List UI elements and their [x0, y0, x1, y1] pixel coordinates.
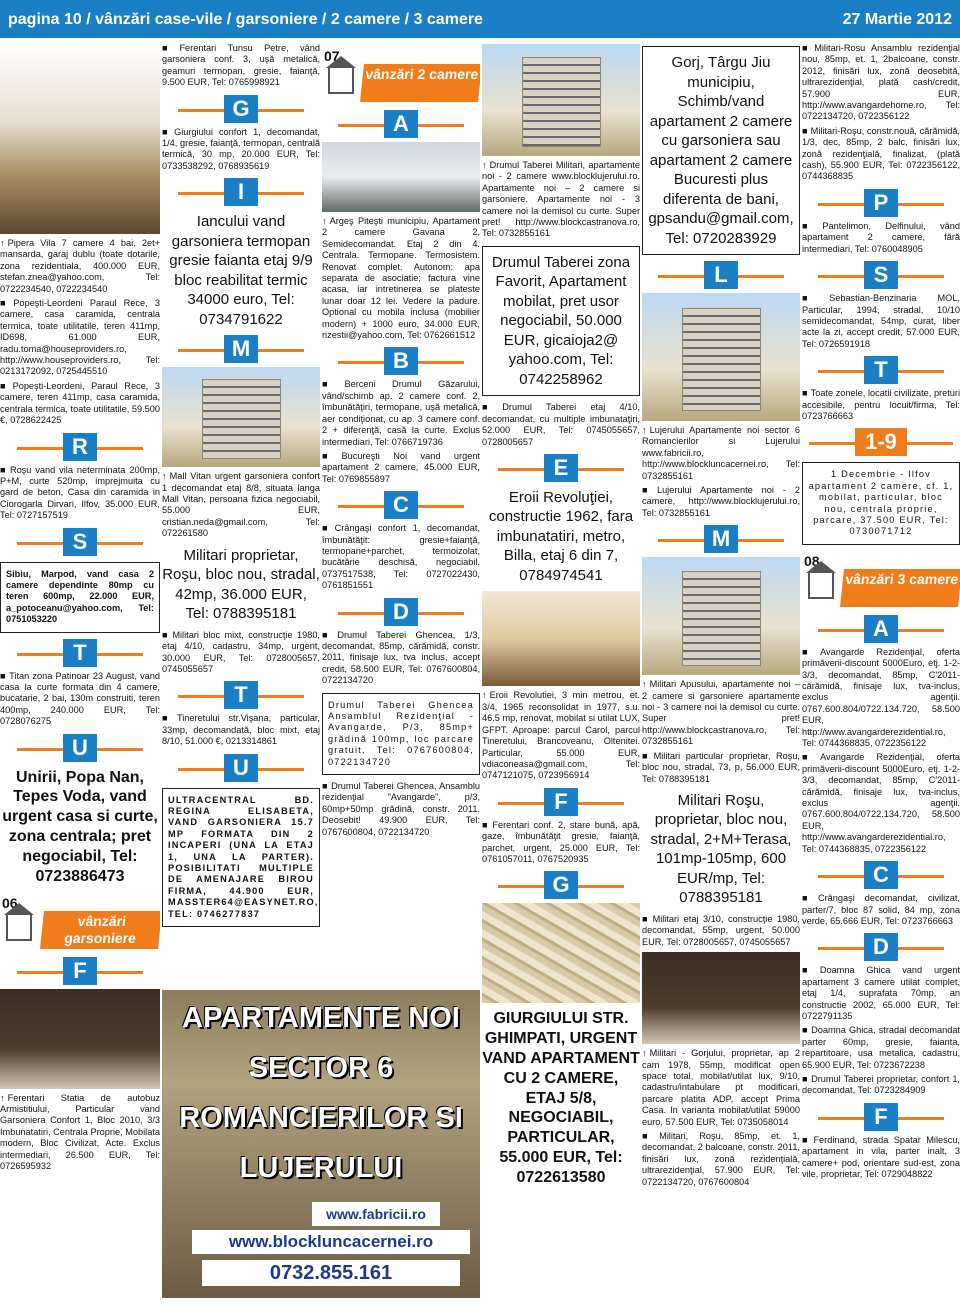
listing: ■ Tineretului str.Vişana, particular, 33mp, decomandată, bloc mixt, etaj 8/10, 51.000 €, 0213314861: [162, 713, 320, 747]
column-1: [0, 40, 160, 1312]
snow-photo: [322, 142, 480, 212]
listing: ■ Popeşti-Leordeni, Paraul Rece, 3 camere, teren 411mp, casa caramida, centrala termica, toate utilitatile, 59.500 €, 0728622425: [0, 381, 160, 427]
section-letter-m: M: [224, 335, 258, 363]
featured-listing: Gorj, Târgu Jiu municipiu, Schimb/vand apartament 2 camere cu garsoniera sau apartament 2 camere Bucuresti plus diferenta de bani, gpsandu@gmail.com, Tel: 0720283929: [642, 46, 800, 255]
page-date: 27 Martie 2012: [842, 11, 952, 28]
listing: ■ Titan zona Patinoar 23 August, vand casa la curte formata din 4 camere, bucatarie, 2 bai, 130m construiti, teren 400mp, 240.000 EUR, Tel: 0728076275: [0, 671, 160, 728]
section-letter-e: E: [544, 454, 578, 482]
section-letter-p: P: [864, 189, 898, 217]
building-photo: [642, 557, 800, 675]
section-number: 08: [804, 552, 820, 569]
featured-listing: Militari Roşu, proprietar, bloc nou, stradal, 2+M+Terasa, 101mp-105mp, 600 EUR/mp, Tel: 0788395181: [650, 791, 792, 907]
boxed-listing: ULTRACENTRAL BD. REGINA ELISABETA, VAND GARSONIERA 15.7 MP FORMATA DIN 2 INCAPERI (UNA LA ETAJ 1, UNA LA PARTER). POSIBILITATI MULTIPLE DE AMENAJARE BIROU FIRMA, 44.900 EUR, MASSTER64@EASYNET.RO, TEL: 0746277837: [162, 788, 320, 927]
section-letter-t: T: [63, 639, 97, 667]
column-5: [642, 40, 800, 1312]
listing: ■ Militari-Rosu Ansamblu rezidenţial nou, 85mp, et. 1, 2balcoane, constr. 2012, finisări lux, zonă deosebită, ultrarezidenţial, plată cash/credit, 57.900 EUR, http://www.avangardehome.ro, Tel: 0722134720, 0722356122: [802, 43, 960, 123]
section-label: vânzări 2 camere: [360, 64, 480, 102]
listing: ■ Toate zonele, locatii civilizate, preturi accesibile, pentru locuit/firma, Tel: 0723766663: [802, 388, 960, 422]
listing: ■ Militari-Roşu, constr.nouă, cărămidă, 1/3, dec, 85mp, 2 balc, finisări lux, zonă rezidenţială, finalizat, (plată cash), 55.900 EUR, Tel: 0722356122, 0744368835: [802, 126, 960, 183]
listing: ■ Crângaşi confort 1, decomandat, îmbunătăţit: gresie+faianţă, termopane+parchet, termoizolat, bucătărie deschisă, negociabil. 0737517538, Tel: 0727022430, 0761851551: [322, 523, 480, 591]
listing: ↑ Drumul Taberei Militari, apartamente noi - 2 camere www.blocklujerului.ro. Apartamente noi – 2 camere si garsoniere. Apartamente noi - 3 camere noi la demisol cu curte. Super pret! http://www.blockcastranova.ro, Tel: 0732855161: [482, 160, 640, 240]
section-letter-c: C: [864, 861, 898, 889]
listing: ↑ Argeş Piteşti municipiu, Apartament 2 camere Gavana 2, Semidecomandat. Etaj 2 din 4. Centrala. Termopane. Termosistem. Renovat complet. Autonom: apa separata de asociatie; factura vine acasa, iar intretinerea se plateste lunar doar 12 lei. Vedere la padure. Optional cu mobila inclusa (mobilier modern) + 1000 euro, 34.000 EUR, rizestii@yahoo.com, Tel: 0762661512: [322, 216, 480, 341]
banner-line: APARTAMENTE NOI: [182, 1002, 460, 1034]
section-letter-a: A: [384, 110, 418, 138]
building-photo: [642, 293, 800, 421]
interior-photo: [642, 952, 800, 1044]
listing: ■ Avangarde Rezidenţial, oferta primăverii-discount 5000Euro, etj. 1-2-3/3, decomandat, 85mp, C'2011-cărămidă, finisaje lux, tva-inclus, exclus agenţii. 0767.600.804/0722.134.720, 58.500 EUR, http://www.avangarderezidential.ro, Tel: 0744368835, 0722356122: [802, 752, 960, 855]
house-icon: [6, 915, 32, 941]
page-title: pagina 10 / vânzări case-vile / garsoniere / 2 camere / 3 camere: [8, 11, 483, 28]
section-header-2-camere: [322, 46, 480, 104]
house-icon: [328, 68, 354, 94]
featured-listing: Militari proprietar, Roşu, bloc nou, stradal, 42mp, 36.000 EUR, Tel: 0788395181: [162, 546, 320, 623]
banner-url[interactable]: www.blockluncacernei.ro: [192, 1230, 470, 1254]
boxed-listing: 1 Decembrie - Ilfov apartament 2 camere, cf. 1, mobilat, particular, bloc nou, centrala proprie, parcare, 37.500 EUR, Tel: 0730071712: [802, 462, 960, 544]
featured-listing: Unirii, Popa Nan, Tepes Voda, vand urgent casa si curte, zona centrala; pret negociabil, Tel: 0723886473: [2, 768, 158, 885]
section-letter-i: I: [224, 178, 258, 206]
section-number: 06: [2, 894, 18, 911]
section-header-garsoniere: [0, 893, 160, 951]
section-letter-c: C: [384, 491, 418, 519]
section-letter-d: D: [384, 598, 418, 626]
listing: ■ Militari particular proprietar, Roşu, bloc nou, stradal, 73, p, 56.000 EUR, Tel: 0788395181: [642, 751, 800, 785]
section-letter-f: F: [63, 957, 97, 985]
listing: ↑ Pipera Vila 7 camere 4 bai, 2et+ mansarda, garaj dublu (toate dotarile, zona rezidentiala, 400.000 EUR, stefan.znea@yahoo.com, Tel: 0722234540, 0722234540: [0, 238, 160, 295]
listing: ■ Drumul Taberei etaj 4/10, decomandat, cu multiple imbunataţiri, 52.000 EUR, Tel: 0745055657, 0728005657: [482, 402, 640, 448]
listing: ■ Bucureşti Noi vand urgent apartament 2 camere, 45.000 EUR, Tel: 0769855897: [322, 451, 480, 485]
listing: ↑ Militari Apusului, apartamente noi – 2 camere si garsoniere apartamente noi - 3 camere noi la demisol cu curte. Super pret! http://www.blockcastranova.ro, Tel: 0732855161: [642, 679, 800, 747]
listing: ↑ Eroii Revolutiei, 3 min metrou, et. 3/4, 1965 reconsolidat in 1977, s.u. 46.5 mp, renovat, mobilat si utilat LUX, GFPT. Aproape: parcul Carol, parcul Tineretului, Brancoveanu, Oltenitei. Particular, 55.000 EUR, vdiaconeasa@gmail.com, Tel: 0747121075, 0723956914: [482, 690, 640, 781]
section-header-3-camere: [802, 551, 960, 609]
building-photo: [482, 44, 640, 156]
section-letter-g: G: [544, 871, 578, 899]
featured-listing: GIURGIULUI STR. GHIMPATI, URGENT VAND APARTAMENT CU 2 CAMERE, ETAJ 5/8, NEGOCIABIL, PARTICULAR, 55.000 EUR, Tel: 0722613580: [482, 1010, 640, 1186]
banner-line: SECTOR 6: [248, 1052, 394, 1084]
section-letter-l: L: [704, 261, 738, 289]
column-4: [482, 40, 640, 1312]
house-icon: [808, 573, 834, 599]
section-letter-t: T: [864, 356, 898, 384]
featured-listing: Drumul Taberei zona Favorit, Apartament mobilat, pret usor negociabil, 50.000 EUR, gicaioja2@ yahoo.com, Tel: 0742258962: [482, 246, 640, 397]
section-letter-t: T: [224, 681, 258, 709]
listing: ■ Militari bloc mixt, construcţie 1980, etaj 4/10, cadastru, 34mp, urgent, 30.000 EUR, Tel: 0728005657, 0745055657: [162, 630, 320, 676]
listing: ■ Militari etaj 3/10, construcţie 1980, decomandat, 55mp, urgent, 50.000 EUR, Tel: 0728005657, 0745055657: [642, 914, 800, 948]
building-photo: [162, 367, 320, 467]
featured-listing: Eroii Revoluţiei, constructie 1962, fara imbunatatiri, metro, Billa, etaj 6 din 7, 0784974541: [488, 488, 634, 584]
listing: ■ Militari, Roşu, 85mp, et. 1, decomandat, 2 balcoane, constr. 2011, finisări lux, zonă rezidenţială, ultrarezidenţial, 57.900 EUR, Tel: 0722134720, 0767600804: [642, 1131, 800, 1188]
house-photo: [0, 44, 160, 234]
listing: ↑ Ferentari Statia de autobuz Armistitiului, Particular vand Garsoniera Confort 1, Bloc 2010, 3/3 Imbunatatiri, Centrala Proprie, Mobilata modern, Bloc Civilizat, Acte. Exclus intermediari, 26.500 EUR, Tel: 0726595932: [0, 1093, 160, 1173]
page-header: [0, 0, 960, 38]
section-letter-b: B: [384, 347, 418, 375]
boxed-listing: Drumul Taberei Ghencea Ansamblul Rezidenţial - Avangarde, P/3, 85mp+ grădină 100mp, loc parcare gratuit, Tel: 0767600804, 0722134720: [322, 693, 480, 775]
listing: ↑ Militari - Gorjului, proprietar, ap 2 cam 1978, 55mp, modificat open space total, mobilat/utilat lux, 9/10, cadastru/intabulare pt modificari, parcare platita ADP, accept Prima Casa. In varianta mobilat/utilat 59000 euro, 57.500 EUR, Tel: 0735058014: [642, 1048, 800, 1128]
section-letter-d: D: [864, 933, 898, 961]
section-letter-range: 1-9: [855, 428, 907, 456]
listing: ■ Popeşti-Leordeni Paraul Rece, 3 camere, casa caramida, centrala termica, toate utilitatile, teren 411mp, ID698, 61.000 EUR, radu.toma@houseproviders.ro, http://www.houseproviders.ro, Tel: 0213172092, 0725445510: [0, 298, 160, 378]
banner-phone: 0732.855.161: [202, 1260, 460, 1286]
boxed-listing: Sibiu, Marpod, vand casa 2 camere dependinte 80mp cu teren 600mp, 22.000 EUR, a_potoceanu@yahoo.com, Tel: 0751053220: [0, 562, 160, 633]
listing: ↑ Mall Vitan urgent garsoniera confort 1 decomandat etaj 8/8, situata langa Mall Vitan, persoana fizica negociabil, 55.000 EUR, cristian.neda@gmail.com, Tel: 072261580: [162, 471, 320, 539]
map-photo: [482, 903, 640, 1003]
section-letter-a: A: [864, 615, 898, 643]
banner-line: ROMANCIERILOR SI: [179, 1102, 463, 1134]
section-number: 07: [324, 48, 340, 64]
section-letter-s: S: [864, 261, 898, 289]
section-label: vânzări 3 camere: [840, 569, 960, 607]
section-letter-s: S: [63, 528, 97, 556]
featured-listing: Iancului vand garsoniera termopan gresie faianta etaj 9/9 bloc reabilitat termic 34000 euro, Tel: 0734791622: [169, 213, 313, 328]
interior-photo: [0, 989, 160, 1089]
column-6: [802, 40, 960, 1312]
section-letter-g: G: [224, 95, 258, 123]
listing: ■ Lujerului Apartamente noi - 2 camere, http://www.blocklujerului.ro, Tel: 0732855161: [642, 485, 800, 519]
listing: ↑ Lujerului Apartamente noi sector 6 Romancierilor si Lujerului www.fabricii.ro, http://www.blockluncacernei.ro, Tel: 0732855161: [642, 425, 800, 482]
section-letter-f: F: [864, 1103, 898, 1131]
listing: ■ Berceni Drumul Găzarului, vând/schimb ap. 2 camere conf. 2, îmbunătăţiri, termopane, uşă metalică, aer condiţionat, cu ap. 3 camere conf. 2 + diferenţă, casă la curte. Exclus intermediari, Tel: 0766719736: [322, 379, 480, 447]
banner-line: LUJERULUI: [239, 1152, 403, 1184]
listing: ■ Doamna Ghica vand urgent apartament 3 camere utilat complet, etaj 1/4, suprafata 70mp, an constructie 2002, 65.000 EUR, Tel: 0722791135: [802, 965, 960, 1022]
listing: ■ Ferdinand, strada Spatar Milescu, apartament in vila, parter inalt, 3 camere+ pod, orientare sud-est, zona vile, proprietar, Tel: 0729048822: [802, 1135, 960, 1181]
section-letter-u: U: [63, 734, 97, 762]
section-letter-f: F: [544, 788, 578, 816]
listing: ■ Sebastian-Benzinaria MOL, Particular, 1994, stradal, 10/10 semidecomandat, 54mp, curat, liber acte la zi, accept credit, 57.000 EUR, Tel: 0726591918: [802, 293, 960, 350]
banner-url[interactable]: www.fabricii.ro: [312, 1202, 440, 1226]
listing: ■ Drumul Taberei proprietar, confort 1, decomandat, Tel: 0723284909: [802, 1074, 960, 1097]
listing: ■ Avangarde Rezidenţial, oferta primăverii-discount 5000Euro, etj. 1-2-3/3, decomandat, 85mp, C'2011-cărămidă, finisaje lux, tva-inclus, exclus agenţii. 0767.600.804/0722.134.720, 58.500 EUR, http://www.avangarderezidential.ro, Tel: 0744368835, 0722356122: [802, 647, 960, 750]
section-letter-m: M: [704, 525, 738, 553]
listing: ■ Drumul Taberei Ghencea, 1/3, decomandat, 85mp, cărămidă, constr. 2011, finisaje lux, tva inclus, accept credit, 58.500 EUR, Tel: 0767600804, 0722134720: [322, 630, 480, 687]
interior-photo: [482, 591, 640, 686]
listing: ■ Crângaşi decomandat, civilizat, parter/7, bloc 87 solid, 84 mp, zona verde, 65.666 EUR, Tel: 0723766663: [802, 893, 960, 927]
section-letter-r: R: [63, 433, 97, 461]
listing: ■ Doamna Ghica, stradal decomandat parter 60mp, gresie, faianta, repartitoare, usa metalica, cadastru, 65.900 EUR, Tel: 0723672238: [802, 1025, 960, 1071]
listing: ■ Pantelimon, Delfinului, vând apartament 2 camere, fără intermediari, Tel: 0760048905: [802, 221, 960, 255]
listing: ■ Giurgiului confort 1, decomandat, 1/4, gresie, faianţă, termopan, centrală termică, 30 mp, 20.000 EUR, Tel: 0733538292, 0768935619: [162, 127, 320, 173]
listing: ■ Ferentari Tunsu Petre, vând garsoniera conf. 3, uşă metalică, geamuri termopan, gresie, faianţă, 9.500 EUR, Tel: 0765998921: [162, 43, 320, 89]
section-label: vânzări garsoniere: [40, 911, 160, 949]
listing: ■ Ferentari conf. 2, stare bună, apă, gaze, îmbunătăţit gresie, faianţă, parchet, urgent, 25.000 EUR, Tel: 0761057011, 0767520935: [482, 820, 640, 866]
listing: ■ Roşu vand vila neterminata 200mp, P+M, curte 520mp, imprejmuita cu gard de beton, Casa din caramida in Ciorogarla Dirvari, Ilfov, 35.000 EUR, Tel: 0727157519: [0, 465, 160, 522]
sector6-banner: [162, 990, 480, 1298]
section-letter-u: U: [224, 754, 258, 782]
listing: ■ Drumul Taberei Ghencea, Ansamblu rezidenţial "Avangarde", p/3, 60mp+50mp grădină, constr. 2011. Deosebit! 49.900 EUR, Tel: 0767600804, 0722134720: [322, 781, 480, 838]
